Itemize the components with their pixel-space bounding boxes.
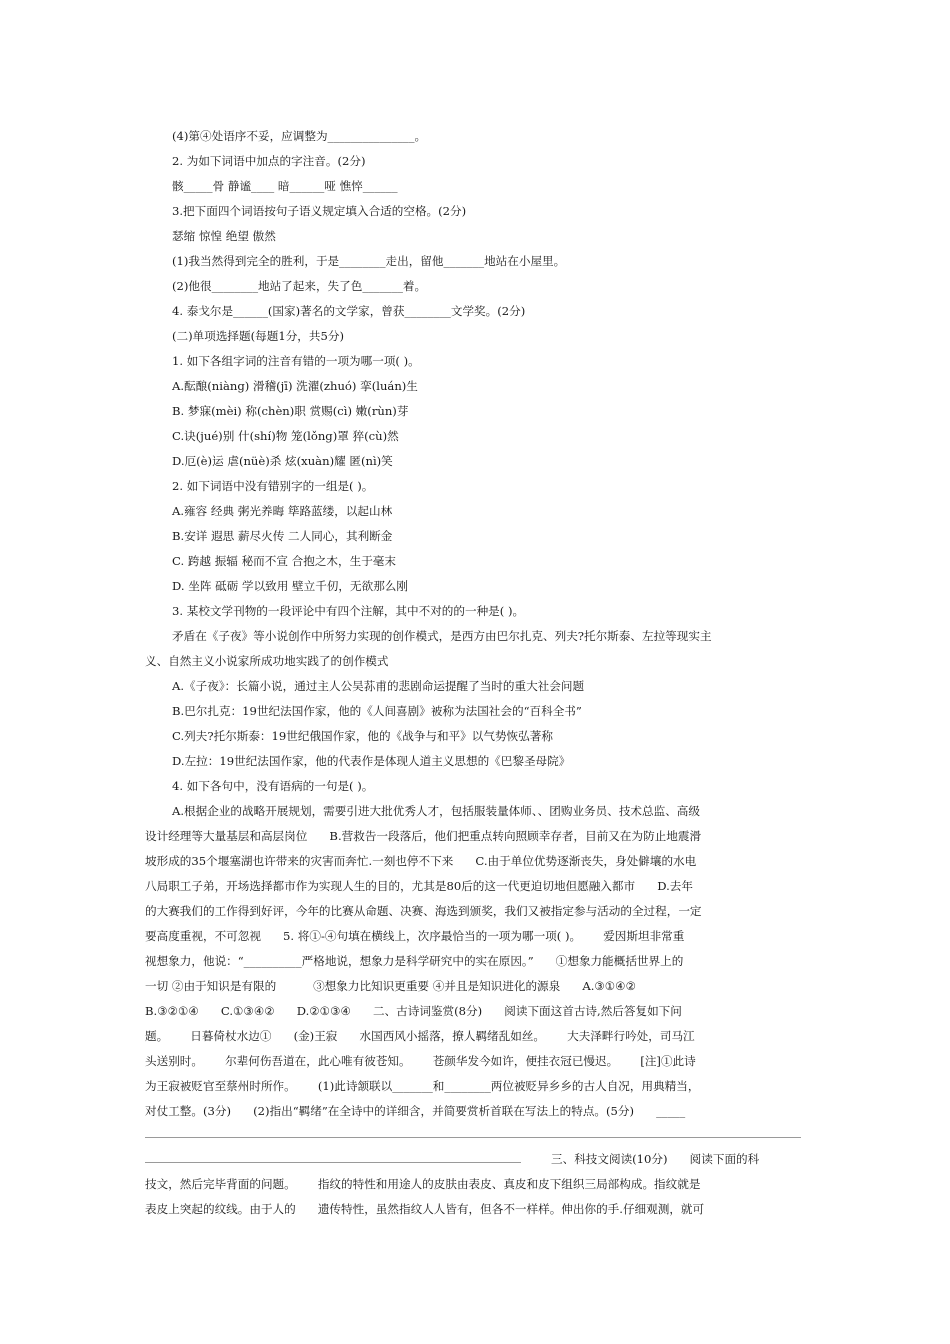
text-line: 3. 某校文学刊物的一段评论中有四个注解，其中不对的的一种是( )。 bbox=[172, 604, 525, 618]
text-line: 骸_____骨 静谧____ 暗______哑 憔悴______ bbox=[172, 179, 398, 193]
text-line: D.厄(è)运 虐(nüè)杀 炫(xuàn)耀 匿(nì)笑 bbox=[172, 454, 393, 468]
text-line: C.列夫?托尔斯泰：19世纪俄国作家，他的《战争与和平》以气势恢弘著称 bbox=[172, 729, 553, 743]
text-line: 设计经理等大量基层和高层岗位 B.营救告一段落后，他们把重点转向照顾幸存者，目前又在为防止地震滑 bbox=[145, 829, 702, 843]
text-line: A.酝酿(niàng) 滑稽(jī) 洗濯(zhuó) 挛(luán)生 bbox=[172, 379, 418, 393]
text-line: B.巴尔扎克：19世纪法国作家，他的《人间喜剧》被称为法国社会的“百科全书” bbox=[172, 704, 582, 718]
text-line: B.安详 遐思 薪尽火传 二人同心，其利断金 bbox=[172, 529, 393, 543]
text-line: 的大赛我们的工作得到好评，今年的比赛从命题、决赛、海选到颁奖，我们又被指定参与活动的全过程，一定 bbox=[145, 904, 702, 918]
text-line: 题。 日暮倚杖水边① (金)王寂 水国西风小摇落，撩人羁绪乱如丝。 大夫泽畔行吟处，司马江 bbox=[145, 1029, 695, 1043]
text-line: 3.把下面四个词语按句子语义规定填入合适的空格。(2分) bbox=[172, 204, 467, 218]
text-line: 4. 泰戈尔是______(国家)著名的文学家，曾获________文学奖。(2分) bbox=[172, 304, 526, 318]
text-line: 三、科技文阅读(10分) 阅读下面的科 bbox=[551, 1152, 760, 1166]
text-line: B. 梦寐(mèi) 称(chèn)职 赏赐(cì) 嫩(rùn)芽 bbox=[172, 404, 409, 418]
text-line: D. 坐阵 砥砺 学以致用 壁立千仞，无欲那么刚 bbox=[172, 579, 408, 593]
text-line: 坡形成的35个堰塞湖也许带来的灾害而奔忙.一刻也停不下来 C.由于单位优势逐渐丧失，身处僻壤的水电 bbox=[145, 854, 697, 868]
text-line: 1. 如下各组字词的注音有错的一项为哪一项( )。 bbox=[172, 354, 420, 368]
text-line: 瑟缩 惊惶 绝望 傲然 bbox=[172, 229, 276, 243]
text-line: D.左拉：19世纪法国作家，他的代表作是体现人道主义思想的《巴黎圣母院》 bbox=[172, 754, 571, 768]
text-line: A.根据企业的战略开展规划，需要引进大批优秀人才，包括服装量体师、、团购业务员、技术总监、高级 bbox=[172, 804, 700, 818]
text-line: B.③②①④ C.①③④② D.②①③④ 二、古诗词鉴赏(8分) 阅读下面这首古诗,然后答复如下问 bbox=[145, 1004, 682, 1018]
text-line: 义、自然主义小说家所成功地实践了的创作模式 bbox=[145, 654, 389, 668]
text-line: 对仗工整。(3分) (2)指出“羁绪”在全诗中的详细含，并简要赏析首联在写法上的特点。(5分) _____ bbox=[145, 1104, 686, 1118]
text-line: 矛盾在《子夜》等小说创作中所努力实现的创作模式，是西方由巴尔扎克、列夫?托尔斯泰、左拉等现实主 bbox=[172, 629, 712, 643]
text-line: 八局职工子弟，开场选择都市作为实现人生的目的，尤其是80后的这一代更迫切地但愿融入都市 D.去年 bbox=[145, 879, 693, 893]
text-line: C. 跨越 振辐 秘而不宣 合抱之木，生于毫末 bbox=[172, 554, 396, 568]
text-line: (1)我当然得到完全的胜利，于是________走出，留他_______地站在小屋里。 bbox=[172, 254, 566, 268]
text-line: 2. 为如下词语中加点的字注音。(2分) bbox=[172, 154, 366, 168]
text-line: 技文，然后完毕背面的问题。 指纹的特性和用途人的皮肤由表皮、真皮和皮下组织三局部构成。指纹就是 bbox=[145, 1177, 701, 1191]
text-line: 要高度重视，不可忽视 5. 将①-④句填在横线上，次序最恰当的一项为哪一项( )。 爱因斯坦非常重 bbox=[145, 929, 685, 943]
text-line: A.雍容 经典 粥光养晦 筚路蓝缕，以起山林 bbox=[172, 504, 393, 518]
text-line: 表皮上突起的纹线。由于人的 遗传特性，虽然指纹人人皆有，但各不一样样。伸出你的手.仔细观测，就可 bbox=[145, 1202, 705, 1216]
text-line: 为王寂被贬官至蔡州时所作。 (1)此诗颔联以_______和________两位被贬异乡乡的古人自况，用典精当， bbox=[145, 1079, 700, 1093]
text-line: 视想象力，他说：“__________严格地说，想象力是科学研究中的实在原因。” ①想象力能概括世界上的 bbox=[145, 954, 684, 968]
text-line: (4)第④处语序不妥，应调整为_______________。 bbox=[172, 129, 427, 143]
text-line: 2. 如下词语中没有错别字的一组是( )。 bbox=[172, 479, 374, 493]
text-line: A.《子夜》：长篇小说，通过主人公吴荪甫的悲剧命运提醒了当时的重大社会问题 bbox=[172, 679, 585, 693]
text-line: C.诀(jué)别 什(shí)物 笼(lǒng)罩 猝(cù)然 bbox=[172, 429, 399, 443]
text-line: (2)他很________地站了起来，失了色_______着。 bbox=[172, 279, 427, 293]
answer-line bbox=[145, 1162, 521, 1163]
text-line: 一切 ②由于知识是有限的 ③想象力比知识更重要 ④并且是知识进化的源泉 A.③①④② bbox=[145, 979, 636, 993]
text-line: 头送别时。 尔辈何伤吾道在，此心唯有彼苍知。 苍颜华发今如许，便挂衣冠已慢迟。 [注]①此诗 bbox=[145, 1054, 696, 1068]
text-line: 4. 如下各句中，没有语病的一句是( )。 bbox=[172, 779, 374, 793]
text-line: (二)单项选择题(每题1分，共5分) bbox=[172, 329, 344, 343]
answer-line bbox=[145, 1137, 801, 1138]
